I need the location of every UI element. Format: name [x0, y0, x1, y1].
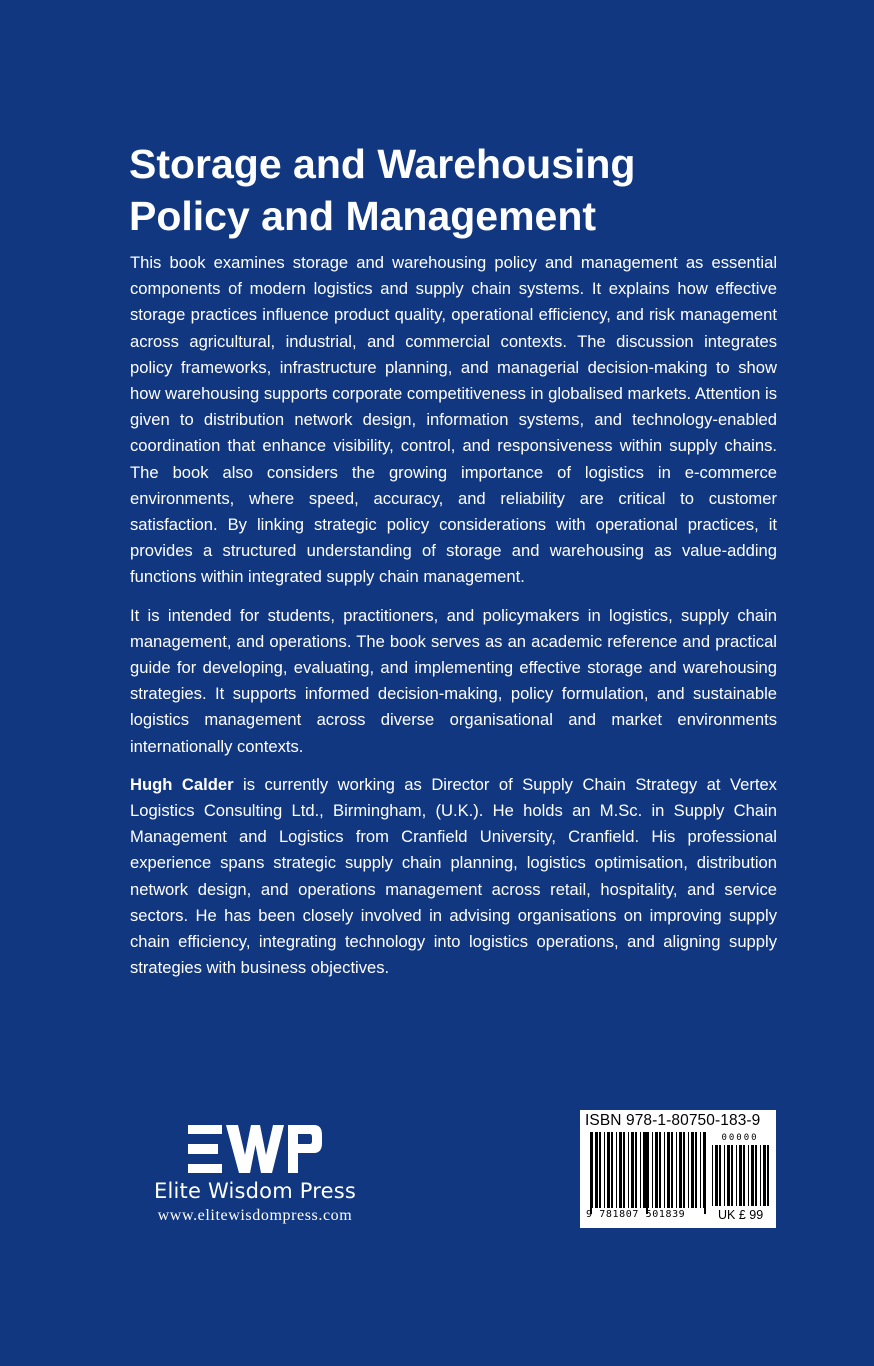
title-line-2: Policy and Management: [129, 193, 597, 239]
author-bio: is currently working as Director of Supply Chain Strategy at Vertex Logistics Consulting Ltd., Birmingham, (U.K.). He holds an M.Sc. in Supply Chain Management and Logistics from Cranfield University, Cranfield. His professional experience spans strategic supply chain planning, logistics optimisation, distribution network design, and operations management across retail, hospitality, and service sectors. He has been closely involved in advising organisations on improving supply chain efficiency, integrating technology into logistics operations, and aligning supply strategies with business objectives.: [130, 774, 777, 978]
description-paragraph-2: It is intended for students, practitioners, and policymakers in logistics, supply chain management, and operations. The book serves as an academic reference and practical guide for developing, evaluating, and implementing effective storage and warehousing strategies. It supports informed decision-making, policy formulation, and sustainable logistics management across diverse organisational and market environments internationally contexts.: [130, 605, 777, 756]
publisher-name: Elite Wisdom Press: [153, 1179, 357, 1203]
publisher-block: [130, 1125, 380, 1225]
publisher-url: www.elitewisdompress.com: [157, 1207, 353, 1224]
book-description: [130, 250, 777, 993]
description-paragraph-1: This book examines storage and warehousing policy and management as essential components of modern logistics and supply chain systems. It explains how effective storage practices influence product quality, operational efficiency, and risk management across agricultural, industrial, and commercial contexts. The discussion integrates policy frameworks, infrastructure planning, and managerial decision-making to show how warehousing supports corporate competitiveness in globalised markets. Attention is given to distribution network design, information systems, and technology-enabled coordination that enhance visibility, control, and responsiveness within supply chains. The book also considers the growing importance of logistics in e-commerce environments, where speed, accuracy, and reliability are critical to customer satisfaction. By linking strategic policy considerations with operational practices, it provides a structured understanding of storage and warehousing as value-adding functions within integrated supply chain management.: [130, 253, 777, 587]
barcode-digits: 9 781807 501839: [586, 1209, 686, 1220]
publisher-logo: [188, 1125, 322, 1173]
title-line-1: Storage and Warehousing: [129, 141, 636, 187]
price-label: UK £ 99: [718, 1208, 764, 1222]
author-paragraph: [130, 772, 777, 982]
isbn-label: ISBN 978-1-80750-183-9: [585, 1112, 761, 1129]
author-name: Hugh Calder: [130, 774, 234, 794]
barcode-addon-digits: 00000: [721, 1133, 759, 1143]
book-title: [129, 138, 769, 242]
isbn-barcode: [580, 1110, 776, 1228]
